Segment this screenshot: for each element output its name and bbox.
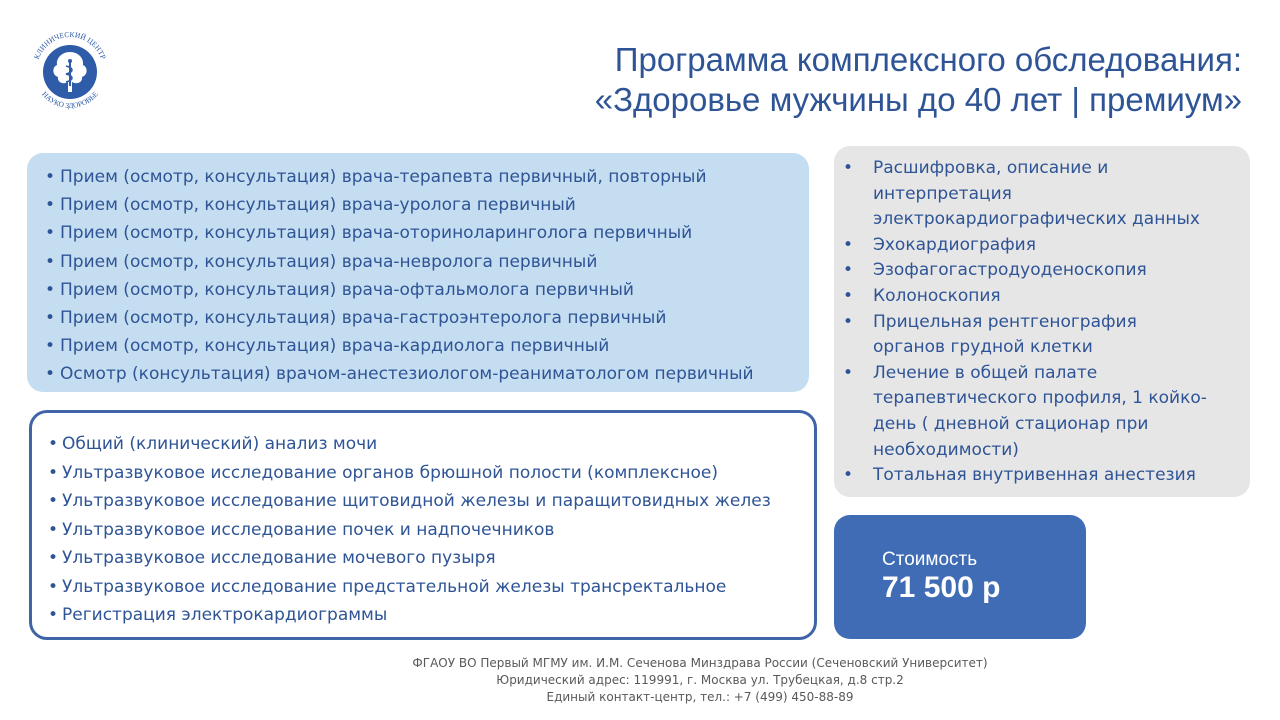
footer-address: Юридический адрес: 119991, г. Москва ул. Трубецкая, д.8 стр.2 <box>496 673 904 687</box>
page-title <box>595 40 1242 120</box>
list-item: • Эзофагогастродуоденоскопия <box>873 258 1213 284</box>
list-item: • Прием (осмотр, консультация) врача-уролога первичный <box>60 191 809 219</box>
list-item: • Прием (осмотр, консультация) врача-кардиолога первичный <box>60 332 809 360</box>
logo-bottom-text: НАУКО ЗДОРОВЬЕ <box>40 89 100 111</box>
footer-contact: Единый контакт-центр, тел.: +7 (499) 450-88-89 <box>546 690 854 704</box>
title-line-1: Программа комплексного обследования: <box>614 41 1242 78</box>
list-item: • Общий (клинический) анализ мочи <box>62 430 814 459</box>
list-item: • Ультразвуковое исследование мочевого пузыря <box>62 544 814 573</box>
price-card <box>834 515 1086 639</box>
tests-list <box>62 430 814 630</box>
list-item: • Прием (осмотр, консультация) врача-офтальмолога первичный <box>60 276 809 304</box>
list-item: • Ультразвуковое исследование щитовидной железы и паращитовидных желез <box>62 487 814 516</box>
list-item: • Осмотр (консультация) врачом-анестезиологом-реаниматологом первичный <box>60 360 809 388</box>
price-value: 71 500 р <box>882 571 1001 604</box>
list-item: • Прием (осмотр, консультация) врача-оториноларинголога первичный <box>60 219 809 247</box>
list-item: • Расшифровка, описание и интерпретация электрокардиографических данных <box>873 156 1213 233</box>
list-item: • Лечение в общей палате терапевтического профиля, 1 койко-день ( дневной стационар при необходимости) <box>873 361 1213 463</box>
extras-list <box>873 156 1250 489</box>
list-item: • Прием (осмотр, консультация) врача-гастроэнтеролога первичный <box>60 304 809 332</box>
consultations-list <box>60 163 809 389</box>
list-item: • Тотальная внутривенная анестезия <box>873 463 1213 489</box>
title-line-2: «Здоровье мужчины до 40 лет | премиум» <box>594 81 1242 118</box>
clinic-logo <box>22 22 118 118</box>
list-item: • Прием (осмотр, консультация) врача-терапевта первичный, повторный <box>60 163 809 191</box>
list-item: • Ультразвуковое исследование органов брюшной полости (комплексное) <box>62 459 814 488</box>
list-item: • Прием (осмотр, консультация) врача-невролога первичный <box>60 248 809 276</box>
list-item: • Колоноскопия <box>873 284 1213 310</box>
list-item: • Прицельная рентгенография органов грудной клетки <box>873 310 1213 361</box>
tree-caduceus-icon <box>43 45 97 99</box>
list-item: • Ультразвуковое исследование почек и надпочечников <box>62 516 814 545</box>
logo-top-text: КЛИНИЧЕСКИЙ ЦЕНТР <box>32 29 108 61</box>
footer <box>300 655 1100 706</box>
extras-panel <box>834 146 1250 497</box>
list-item: • Регистрация электрокардиограммы <box>62 601 814 630</box>
consultations-panel <box>27 153 809 392</box>
price-label: Стоимость <box>882 549 978 570</box>
tests-panel <box>29 410 817 640</box>
list-item: • Эхокардиография <box>873 233 1213 259</box>
list-item: • Ультразвуковое исследование предстательной железы трансректальное <box>62 573 814 602</box>
footer-org: ФГАОУ ВО Первый МГМУ им. И.М. Сеченова Минздрава России (Сеченовский Университет) <box>412 656 988 670</box>
